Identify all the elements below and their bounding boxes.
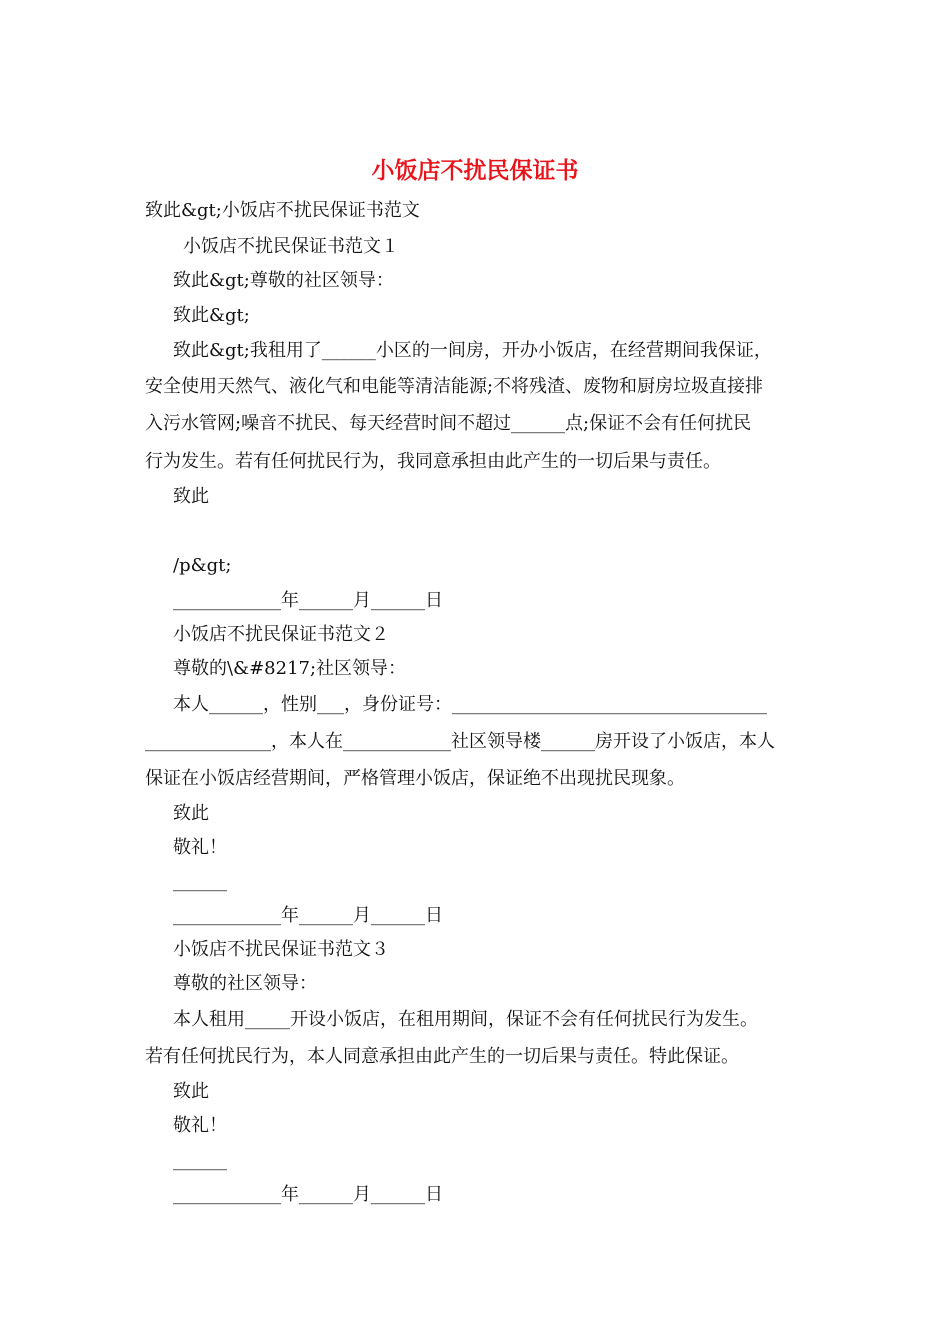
- closing-line: 致此: [173, 1081, 209, 1102]
- body-line: 若有任何扰民行为，本人同意承担由此产生的一切后果与责任。特此保证。: [145, 1046, 739, 1067]
- salutation-1: 致此&gt;尊敬的社区领导：: [173, 270, 394, 291]
- body-line: ______________，本人在____________社区领导楼______房开设了小饭店，本人: [145, 731, 775, 752]
- salutation-3: 尊敬的社区领导：: [173, 973, 317, 994]
- text-line: /p&gt;: [173, 555, 232, 576]
- body-line: 致此&gt;我租用了______小区的一间房，开办小饭店，在经营期间我保证，: [173, 340, 772, 361]
- section-heading-1: 小饭店不扰民保证书范文１: [183, 236, 399, 257]
- section-heading-2: 小饭店不扰民保证书范文２: [173, 624, 389, 645]
- body-line: 入污水管网;噪音不扰民、每天经营时间不超过______点;保证不会有任何扰民: [145, 413, 752, 434]
- signature-blank: ______: [173, 1150, 227, 1171]
- date-line: ____________年______月______日: [173, 1184, 443, 1205]
- intro-line: 致此&gt;小饭店不扰民保证书范文: [145, 200, 420, 221]
- section-heading-3: 小饭店不扰民保证书范文３: [173, 939, 389, 960]
- body-line: 行为发生。若有任何扰民行为，我同意承担由此产生的一切后果与责任。: [145, 451, 721, 472]
- date-line: ____________年______月______日: [173, 590, 443, 611]
- signature-blank: ______: [173, 871, 227, 892]
- text-line: 致此&gt;: [173, 305, 250, 326]
- body-line: 本人租用_____开设小饭店，在租用期间，保证不会有任何扰民行为发生。: [173, 1009, 758, 1030]
- document-title: 小饭店不扰民保证书: [371, 157, 579, 184]
- date-line: ____________年______月______日: [173, 905, 443, 926]
- body-line: 本人______，性别___，身份证号：___________________________________: [173, 694, 767, 715]
- regards-line: 敬礼！: [173, 1115, 227, 1136]
- salutation-2: 尊敬的\&#8217;社区领导：: [173, 658, 407, 679]
- body-line: 保证在小饭店经营期间，严格管理小饭店，保证绝不出现扰民现象。: [145, 768, 685, 789]
- regards-line: 敬礼！: [173, 837, 227, 858]
- body-line: 安全使用天然气、液化气和电能等清洁能源;不将残渣、废物和厨房垃圾直接排: [145, 376, 764, 397]
- closing-line: 致此: [173, 803, 209, 824]
- closing-line: 致此: [173, 486, 209, 507]
